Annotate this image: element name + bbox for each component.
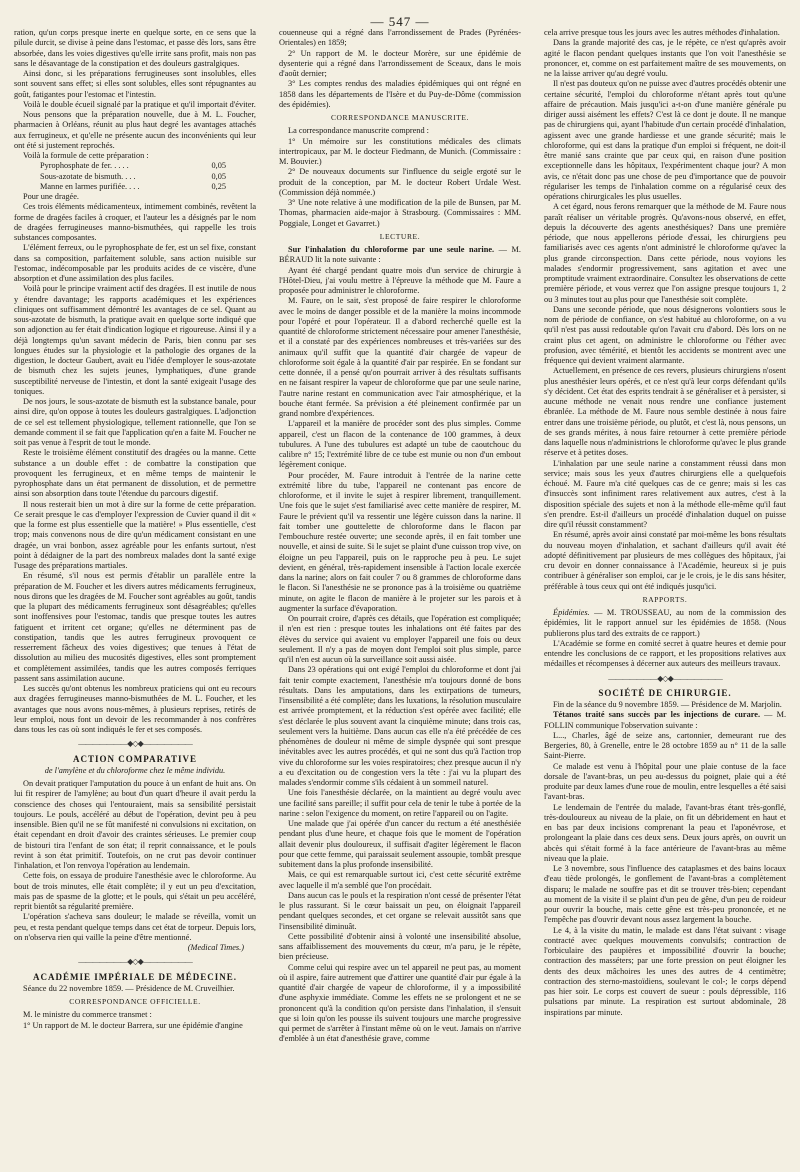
ornament-divider: ———————◆◇◆——————— — [78, 739, 192, 749]
paragraph — [544, 608, 786, 639]
paragraph: Séance du 22 novembre 1859. — Présidence de M. Cruveilhier. — [23, 983, 235, 993]
paragraph: Le lendemain de l'entrée du malade, l'avant-bras étant très-gonflé, très-douloureux au niveau de la plaie, on fit un débridement en haut et en bas par deux incisions comprenant la peau et l'aponévrose, et prolongeant la plaie dans ces deux sens. Deux jours après, on ouvrit un abcès qui s'était formé à la face antérieure de l'avant-bras au même niveau que la plaie. — [544, 802, 786, 863]
subsection-heading: RAPPORTS. — [642, 594, 688, 604]
paragraph: ration, qu'un corps presque inerte en quelque sorte, en ce sens que la pilule durcit, se divise à peine dans l'estomac, et passe dès lors, sans être absorbée, dans les voies digestives qu'elle irrite sans profit, mais non pas sans le désavantage de la constipation et des douleurs gastralgiques. — [14, 28, 256, 68]
paragraph: Mais, ce qui est remarquable surtout ici, c'est cette sécurité extrême avec laquelle il m'a semblé que l'on procédait. — [279, 870, 521, 890]
column-1 — [14, 28, 256, 1164]
paragraph: On devait pratiquer l'amputation du pouce à un enfant de huit ans. On lui fit respirer de l'amylène; au bout d'un quart d'heure il avait perdu la conscience des choses qui l'entouraient, mais sa sensibilité persistait toujours. Le pouls, accéléré au début de l'opération, devint peu à peu insensible. Bien qu'il ne se fût manifesté ni convulsions ni excitation, on était cependant en droit d'avoir des craintes sérieuses. Le premier coup de bistouri tira l'enfant de son état; il reprit connaissance, et le pouls revint à son état primitif. Toutefois, on ne crut pas devoir continuer l'inhalation, et l'on renvoya l'opération au lendemain. — [14, 779, 256, 870]
paragraph: L'opération s'acheva sans douleur; le malade se réveilla, vomit un peu, et resta pendant quelque temps dans cet état de torpeur. Depuis lors, on n'observa rien qui vaille la peine d'être mentionné. — [14, 912, 256, 942]
paragraph: 2° Un rapport de M. le docteur Morère, sur une épidémie de dysenterie qui a régné dans l'arrondissement de Sceaux, dans le mois d'août dernier; — [279, 48, 521, 78]
paragraph: L'appareil et la manière de procéder sont des plus simples. Comme appareil, c'est un flacon de la contenance de 100 grammes, à deux tubulures. A l'une des tubulures est adapté un tube de caoutchouc du calibre n° 15; l'extrémité libre de ce tube est munie ou non d'un embout légèrement conique. — [279, 419, 521, 470]
recipe-line — [14, 172, 256, 182]
article-intro: — M. BÉRAUD lit la note suivante : — [279, 245, 521, 265]
ornament-divider: ———————◆◇◆——————— — [608, 673, 722, 683]
paragraph: En résumé, après avoir ainsi constaté par moi-même les bons résultats du nouveau moyen d'inhalation, et sachant d'ailleurs qu'il avait été adopté définitivement par plusieurs de mes collègues des hôpitaux, j'ai cru devoir en donner connaissance à l'Académie, heureux si je puis contribuer à généraliser son emploi, car je le crois, je le dis sans hésiter, préférable à tous ceux qui ont été indiqués jusqu'ici. — [544, 530, 786, 591]
paragraph: Ainsi donc, si les préparations ferrugineuses sont insolubles, elles sont souvent sans effet; si elles sont solubles, elles sont répugnantes au goût, fatigantes pour l'estomac et l'intestin. — [14, 69, 256, 99]
ingredient-name: Manne en larmes purifiée. . . . — [40, 181, 140, 191]
paragraph: Dans aucun cas le pouls et la respiration n'ont cessé de présenter l'état le plus rassurant. Si le cœur baissait un peu, on éloignait l'appareil pendant quelques secondes, et cet organe se relevait aussitôt sans que l'insensibilité diminuât. — [279, 890, 521, 931]
paragraph: 2° De nouveaux documents sur l'influence du seigle ergoté sur le produit de la conception, par M. le docteur Robert Urdale West. (Commission déjà nommée.) — [279, 167, 521, 197]
paragraph: Voilà le double écueil signalé par la pratique et qu'il importait d'éviter. — [23, 99, 256, 109]
paragraph: Il n'est pas douteux qu'on ne puisse avec d'autres procédés obtenir une certaine sécurité, l'emploi du chloroforme n'étant après tout qu'une affaire de précaution. Mais jusqu'ici a-t-on d'une manière générale pu diriger aussi aisément les effets? C'est là ce dont je doute. Il ne manque pas de chirurgiens qui, ayant l'habitude d'un certain procédé d'inhalation, agissent avec une grande hardiesse et une grande sécurité; mais le chloroforme, qui est dans la pratique d'un emploi si fréquent, ne doit-il être manié sans crainte que par ceux qui, en raison d'une position exceptionnelle dans les hôpitaux, l'expérimentent chaque jour? A mon avis, ce n'était donc pas une chose de peu d'importance que de pouvoir régulariser les temps de l'inhalation comme on a régularisé ceux des opérations chirurgicales les plus usuelles. — [544, 79, 786, 201]
paragraph: 1° Un mémoire sur les constitutions médicales des climats intertropicaux, par M. le docteur Fiedmann, de Munich. (Commissaire : M. Bouvier.) — [279, 136, 521, 166]
ingredient-qty: 0,05 — [211, 161, 226, 171]
ingredient-qty: 0,05 — [211, 171, 226, 181]
article-intro: — M. FOLLIN communique l'observation suivante : — [544, 710, 786, 730]
article-intro: — M. TROUSSEAU, au nom de la commission des épidémies, lit le rapport annuel sur les épidémies de 1858. (Nous publierons plus tard des extraits de ce rapport.) — [544, 608, 786, 638]
source-citation: (Medical Times.) — [187, 943, 244, 952]
paragraph: Une malade que j'ai opérée d'un cancer du rectum a été anesthésiée pendant plus d'une heure, et chaque fois que le moment de l'opération allait devenir plus douloureux, il suffisait d'agiter légèrement le flacon pour que cette femme, qui paraissait seulement assoupie, tombât presque subitement dans la plus profonde insensibilité. — [279, 819, 521, 869]
article-title: Épidémies. — [553, 608, 590, 617]
paragraph: L'Académie se forme en comité secret à quatre heures et demie pour entendre les conclusions de ce rapport, et les propositions relatives aux médailles et récompenses à décerner aux auteurs des meilleurs travaux. — [544, 638, 786, 669]
paragraph: Il nous resterait bien un mot à dire sur la forme de cette préparation. Ce serait presque le cas d'employer l'expression de Cuvier quand il dit « que la forme est plus essentielle que la matière! » Plus essentielle, c'est trop; mais convenons nous de dire qu'un médicament consistant en une dragée, un vrai bonbon, assez agréable pour les enfants surtout, n'est point à dédaigner de la part des nombreux malades dont la santé exige l'usage des préparations martiales. — [14, 499, 256, 570]
article-title: Tétanos traité sans succès par les injections de curare. — [553, 710, 761, 720]
column-3 — [544, 28, 786, 1164]
paragraph: Le 4, à la visite du matin, le malade est dans l'état suivant : visage contracté avec quelques mouvements convulsifs; contraction de l'orbiculaire des paupières et impossibilité d'ouvrir la bouche; contraction des masséters; par une forte pression on peut éloigner les dents des deux mâchoires les unes des autres de 4 centimètre; contraction des sterno-mastoïdiens, soulevant le col-; le corps dépend pas hier soir. Le corps est couvert de sueur : pouls dépressible, 116 pulsations par minute. La respiration est surtout abdominale, 28 inspirations par minute. — [544, 925, 786, 1017]
subsection-heading: CORRESPONDANCE OFFICIELLE. — [69, 997, 201, 1006]
recipe-line — [14, 161, 256, 171]
paragraph: Les succès qu'ont obtenus les nombreux praticiens qui ont eu recours aux dragées ferrugineuses manno-bismuthées de M. L. Foucher, et les avantages que nous avons nous-mêmes, à plusieurs reprises, retirés de leur emploi, nous font un devoir de les recommander à nos confrères dans tous les cas où sont indiqués le fer et ses composés. — [14, 684, 256, 734]
paragraph: Pour une dragée. — [23, 192, 79, 201]
ingredient-name: Pyrophosphate de fer. . . . . — [40, 161, 129, 171]
paragraph: 1° Un rapport de M. le docteur Barrera, sur une épidémie d'angine — [23, 1020, 243, 1030]
paragraph: A cet égard, nous ferons remarquer que la méthode de M. Faure nous paraît réaliser un véritable progrès. Qu'avons-nous observé, en effet, depuis la découverte des agents anesthésiques? Dans une première période, que nous appellerons période d'essai, les chirurgiens peu familiarisés avec ces agents n'ont administré le chloroforme qu'avec la plus grande circonspection. Dans cette période, nous voyions les malades s'endormir progressivement, sans agitation et avec une promptitude vraiment extraordinaire. Consultez les observations de cette première période, et vous verrez que l'on assigne presque toujours 1, 2 ou 3 minutes tout au plus pour que l'anesthésie soit complète. — [544, 202, 786, 304]
paragraph: De nos jours, le sous-azotate de bismuth est la substance banale, pour ainsi dire, qu'on oppose à toutes les douleurs gastralgiques. L'adjonction de ce sel est tellement physiologique, tellement rationnelle, que l'on se demande comment il se fait que l'application qu'en a faite M. Foucher ne soit pas venue à l'esprit de tout le monde. — [14, 397, 256, 447]
ingredient-qty: 0,25 — [211, 181, 226, 191]
paragraph: Dans une seconde période, que nous désignerons volontiers sous le nom de période de confiance, on s'est habitué au chloroforme, on a vu qu'il n'est pas aussi redoutable qu'on l'avait cru d'abord. Dès lors on ne craint plus cet agent, on administre le chloroforme ou l'éther avec profusion, avec témérité, et bientôt les accidents se montrent avec une fréquence qui devient vraiment alarmante. — [544, 304, 786, 365]
section-heading: SOCIÉTÉ DE CHIRURGIE. — [598, 687, 732, 698]
paragraph: couenneuse qui a régné dans l'arrondissement de Prades (Pyrénées-Orientales) en 1859; — [279, 28, 521, 48]
subsection-heading: CORRESPONDANCE MANUSCRITE. — [330, 113, 470, 122]
ornament-divider: ———————◆◇◆——————— — [78, 957, 192, 967]
column-2 — [279, 28, 521, 1164]
paragraph: Voilà la formule de cette préparation : — [23, 151, 149, 160]
paragraph: cela arrive presque tous les jours avec les autres méthodes d'inhalation. — [544, 28, 780, 37]
paragraph: Dans la grande majorité des cas, je le répète, ce n'est qu'après avoir agité le flacon pendant quelques instants que l'on voit l'anesthésie se prononcer, et, comme on est parfaitement maître de ses mouvements, on ne la laisse arriver qu'au degré voulu. — [544, 38, 786, 78]
paragraph: L'élément ferreux, ou le pyrophosphate de fer, est un sel fixe, constant dans sa composition, parfaitement soluble, sans action nuisible sur l'estomac, indécomposable par les produits acides de ce viscère, d'une absorption et d'une assimilation des plus faciles. — [14, 243, 256, 283]
paragraph: Dans 23 opérations qui ont exigé l'emploi du chloroforme et dont j'ai fait tenir compte exactement, l'anesthésie m'a toujours donné de bons résultats. Dans les amputations, dans les extirpations de tumeurs, l'insensibilité a été complète; dans les luxations, la résolution musculaire est arrivée promptement, et la réduction s'est opérée avec facilité; elle s'est déclarée le plus souvent avant la cinquième minute; dans trois cas, seulement vers la huitième. Dans aucun cas elle n'a été précédée de ces phénomènes de douleur ni même de simple dyspnée qui sont presque inévitables avec les autres procédés, et qui ne sont dus qu'à l'action trop vive du chloroforme sur les voies respiratoires; chez presque aucun il n'y a eu d'excitation ou de congestion vers la tête : j'ai vu la plupart des malades s'endormir comme s'ils cédaient à un sommeil naturel. — [279, 665, 521, 787]
paragraph: 3° Une note relative à une modification de la pile de Bunsen, par M. Thomas, pharmacien aide-major à Strasbourg. (Commissaires : MM. Poggiale, Longet et Gavarret.) — [279, 198, 521, 228]
paragraph: La correspondance manuscrite comprend : — [288, 126, 429, 136]
paragraph — [544, 710, 786, 731]
paragraph: Voilà pour le principe vraiment actif des dragées. Il est inutile de nous y étendre davantage; les rapports académiques et les expériences cliniques ont suffisamment démontré les avantages de ce sel. Quant au sous-azotate de bismuth, la pratique avait en quelque sorte indiqué que son adjonction au fer était d'indication logique et rigoureuse. Ainsi il y a déjà longtemps qu'un savant médecin de Paris, bien connu par ses longues études sur la physiologie et la pathologie des organes de la digestion, le docteur Gaubert, avait eu l'idée d'employer le sous-azotate de bismuth chez les sujets jeunes, lymphatiques, d'une grande susceptibilité nerveuse de l'intestin, et dont la santé exigeait l'usage des toniques. — [14, 284, 256, 396]
paragraph: M. le ministre du commerce transmet : — [23, 1010, 152, 1020]
paragraph: Fin de la séance du 9 novembre 1859. — Présidence de M. Marjolin. — [553, 700, 782, 709]
paragraph: Cette fois, on essaya de produire l'anesthésie avec le chloroforme. Au bout de trois minutes, elle était complète; il y eut un peu d'excitation, mais pas de spasme de la glotte; et le pouls, qui s'était un peu accéléré, reprit bientôt sa régularité première. — [14, 871, 256, 911]
paragraph: Nous pensons que la préparation nouvelle, due à M. L. Foucher, pharmacien à Orléans, réunit au plus haut degré les avantages attachés aux ferrugineux, et qu'elle ne présente aucun des inconvénients qui leur ont été si justement reprochés. — [14, 110, 256, 150]
paragraph: Ayant été chargé pendant quatre mois d'un service de chirurgie à l'Hôtel-Dieu, j'ai voulu mettre à l'épreuve la méthode que M. Faure a proposée pour administrer le chloroforme. — [279, 265, 521, 295]
section-heading: ACADÉMIE IMPÉRIALE DE MÉDECINE. — [32, 971, 237, 982]
paragraph: L'inhalation par une seule narine a constamment réussi dans mon service; mais sous les yeux d'autres chirurgiens elle a quelquefois échoué. M. Faure m'a cité quelques cas de ce genre; mais si les cas d'insuccès sont infiniment rares relativement aux autres, c'est à la disposition spéciale des sujets et non à la méthode elle-même qu'il faut s'en prendre. Est-il d'ailleurs un procédé d'inhalation duquel on puisse dire qu'il réussit constamment? — [544, 458, 786, 529]
subsection-heading: LECTURE. — [379, 231, 421, 241]
paragraph: En résumé, s'il nous est permis d'établir un parallèle entre la préparation de M. Foucher et les divers autres médicaments ferrugineux, nous dirons que les dragées de M. Foucher sont agréables au goût, tandis que la plupart des médicaments ferrugineux sont désagréables; qu'elles sont inoffensives pour l'estomac, tandis que presque toutes les autres fatiguent et irritent cet organe; qu'elles ne déterminent pas de constipation, tandis que les autres ferrugineux provoquent ce resserrement fâcheux des voies digestives; que tenues à l'état de dissolution au milieu des mucosités digestives, elles sont promptement et complètement assimilées, tandis que les autres composés ferriques passent sans assimilation aucune. — [14, 571, 256, 683]
section-heading: ACTION COMPARATIVE — [73, 753, 197, 764]
paragraph: Pour procéder, M. Faure introduit à l'entrée de la narine cette extrémité libre du tube, l'appareil ne contenant pas encore de chloroforme, et il invite le sujet à respirer librement, tranquillement. Une fois que le sujet s'est familiarisé avec cette manière de respirer, M. Faure le prévient qu'il va ressentir une légère cuisson dans la narine. Il fait tomber une gouttelette de chloroforme dans le flacon par l'embouchure restée ouverte; une seconde après, il en fait tomber une nouvelle, et ainsi de suite. Si le sujet se plaint d'une cuisson trop vive, on éloigne un peu l'appareil, puis on le rapproche peu à peu. Le sujet devient, en général, très-rapidement insensible à l'action locale exercée dans la narine; alors on fait couler 7 ou 8 grammes de chloroforme dans le flacon. Si l'anesthésie ne se prononce pas à la troisième ou quatrième minute, on agite le flacon de manière à le projeter sur les parois et à augmenter la surface d'évaporation. — [279, 470, 521, 613]
paragraph: L..., Charles, âgé de seize ans, cartonnier, demeurant rue des Bergeries, 80, à Grenelle, entre le 28 octobre 1859 au n° 11 de la salle Saint-Pierre. — [544, 730, 786, 761]
paragraph: Le 3 novembre, sous l'influence des cataplasmes et des bains locaux d'eau tiède prolongés, le gonflement de l'avant-bras a complètement disparu; le malade ne souffre pas et dit se trouver très-bien; cependant au moment de la visite il se plaint d'un peu de gêne, d'un peu de roideur pour ouvrir la bouche, mais cette gêne est très-peu prononcée, et ne l'empêche pas d'ouvrir devant nous assez largement la bouche. — [544, 864, 786, 925]
paragraph: Une fois l'anesthésie déclarée, on la maintient au degré voulu avec une facilité sans pareille; il suffit pour cela de tenir le tube à portée de la narine : selon l'exigence du moment, on retire l'appareil ou on l'agite. — [279, 788, 521, 818]
paragraph: Ces trois éléments médicamenteux, intimement combinés, revêtent la forme de dragées faciles à croquer, et l'auteur les a désignés par le nom de dragées ferrugineuses manno-bismuthées, qui rappelle les trois substances composantes. — [14, 202, 256, 242]
paragraph: Ce malade est venu à l'hôpital pour une plaie contuse de la face dorsale de l'avant-bras, un peu au-dessus du poignet, plaie qui a été produite par deux lames d'une roue de moulin, entre lesquelles a été saisi l'avant-bras. — [544, 761, 786, 802]
paragraph: Comme celui qui respire avec un tel appareil ne peut pas, au moment où il aspire, faire autrement que d'attirer une quantité d'air pur égale à la quantité d'air chargée de vapeur de chloroforme, il y a impossibilité d'une asphyxie immédiate. Comme les effets ne se prolongent et ne se prononcent qu'à la condition qu'on persiste dans l'inhalation, il s'ensuit que si loin qu'on les pousse ils suivent toujours une marche progressive qui permet de s'arrêter à l'instant même où on le veut. Jamais on n'arrive d'emblée à un état d'anesthésie grave, comme — [279, 962, 521, 1044]
paragraph: Actuellement, en présence de ces revers, plusieurs chirurgiens n'osent plus anesthésier leurs opérés, et ce n'est qu'à leur corps défendant qu'ils s'y décident. Cet état des esprits tendrait à se généraliser et à persister, si aucune méthode ne venait nous rendre une confiance justement ébranlée. La méthode de M. Faure nous semble destinée à nous faire entrer dans une troisième période, ou plutôt, et c'est là, nous pensons, un de ses grands mérites, à nous faire retourner à cette première période dans laquelle nous n'administrions le chloroforme qu'avec le plus grande réserve et à petites doses. — [544, 366, 786, 458]
paragraph: On pourrait croire, d'après ces détails, que l'opération est compliquée; il n'en est rien : presque toutes les inhalations ont été faites par des élèves du service qui avaient vu employer l'appareil une fois ou deux seulement. Il n'y a pas de moyen dont l'emploi soit plus simple, parce qu'il n'en est aucun où la surveillance soit aussi aisée. — [279, 614, 521, 664]
recipe-line — [14, 182, 256, 192]
ingredient-name: Sous-azotate de bismuth. . . . — [40, 171, 136, 181]
article-title: Sur l'inhalation du chloroforme par une seule narine. — [288, 245, 495, 254]
paragraph: Reste le troisième élément constitutif des dragées ou la manne. Cette substance a un double effet : de combattre la constipation que provoquent les ferrugineux, et en même temps de maintenir le pyrophosphate dans un état permanent de dissolution, et de permettre ainsi son absorption dans toute l'étendue du parcours digestif. — [14, 448, 256, 499]
paragraph: 3° Les comptes rendus des maladies épidémiques qui ont régné en 1858 dans les départements de l'Isère et du Puy-de-Dôme (commission des épidémies). — [279, 79, 521, 109]
page-number: — 547 — — [370, 14, 430, 29]
section-subheading: de l'amylène et du chloroforme chez le même individu. — [44, 765, 226, 775]
paragraph: Cette possibilité d'obtenir ainsi à volonté une insensibilité absolue, sans affaiblissement des mouvements du cœur, m'a paru, je le répète, bien précieuse. — [279, 931, 521, 962]
paragraph: M. Faure, on le sait, s'est proposé de faire respirer le chloroforme avec le moins de danger possible et de la manière la moins incommode pour l'opéré et pour l'opérateur. Il a d'abord recherché quelle est la quantité de chloroforme strictement nécessaire pour amener l'anesthésie, et il a constaté par des expériences nombreuses et très-variées sur des animaux qu'il suffit que la quantité d'air chargée de vapeur de chloroforme soit égale à la quantité d'air par respirée. En se fondant sur cette donnée, il a pensé qu'on pourrait arriver à des résultats suffisants en ne faisant respirer la vapeur de chloroforme que par une seule narine, l'autre narine restant en communication avec l'air atmosphérique, et la bouche étant fermée. Sa prévision a été pleinement confirmée par un grand nombre d'expériences. — [279, 296, 521, 418]
paragraph — [279, 245, 521, 266]
